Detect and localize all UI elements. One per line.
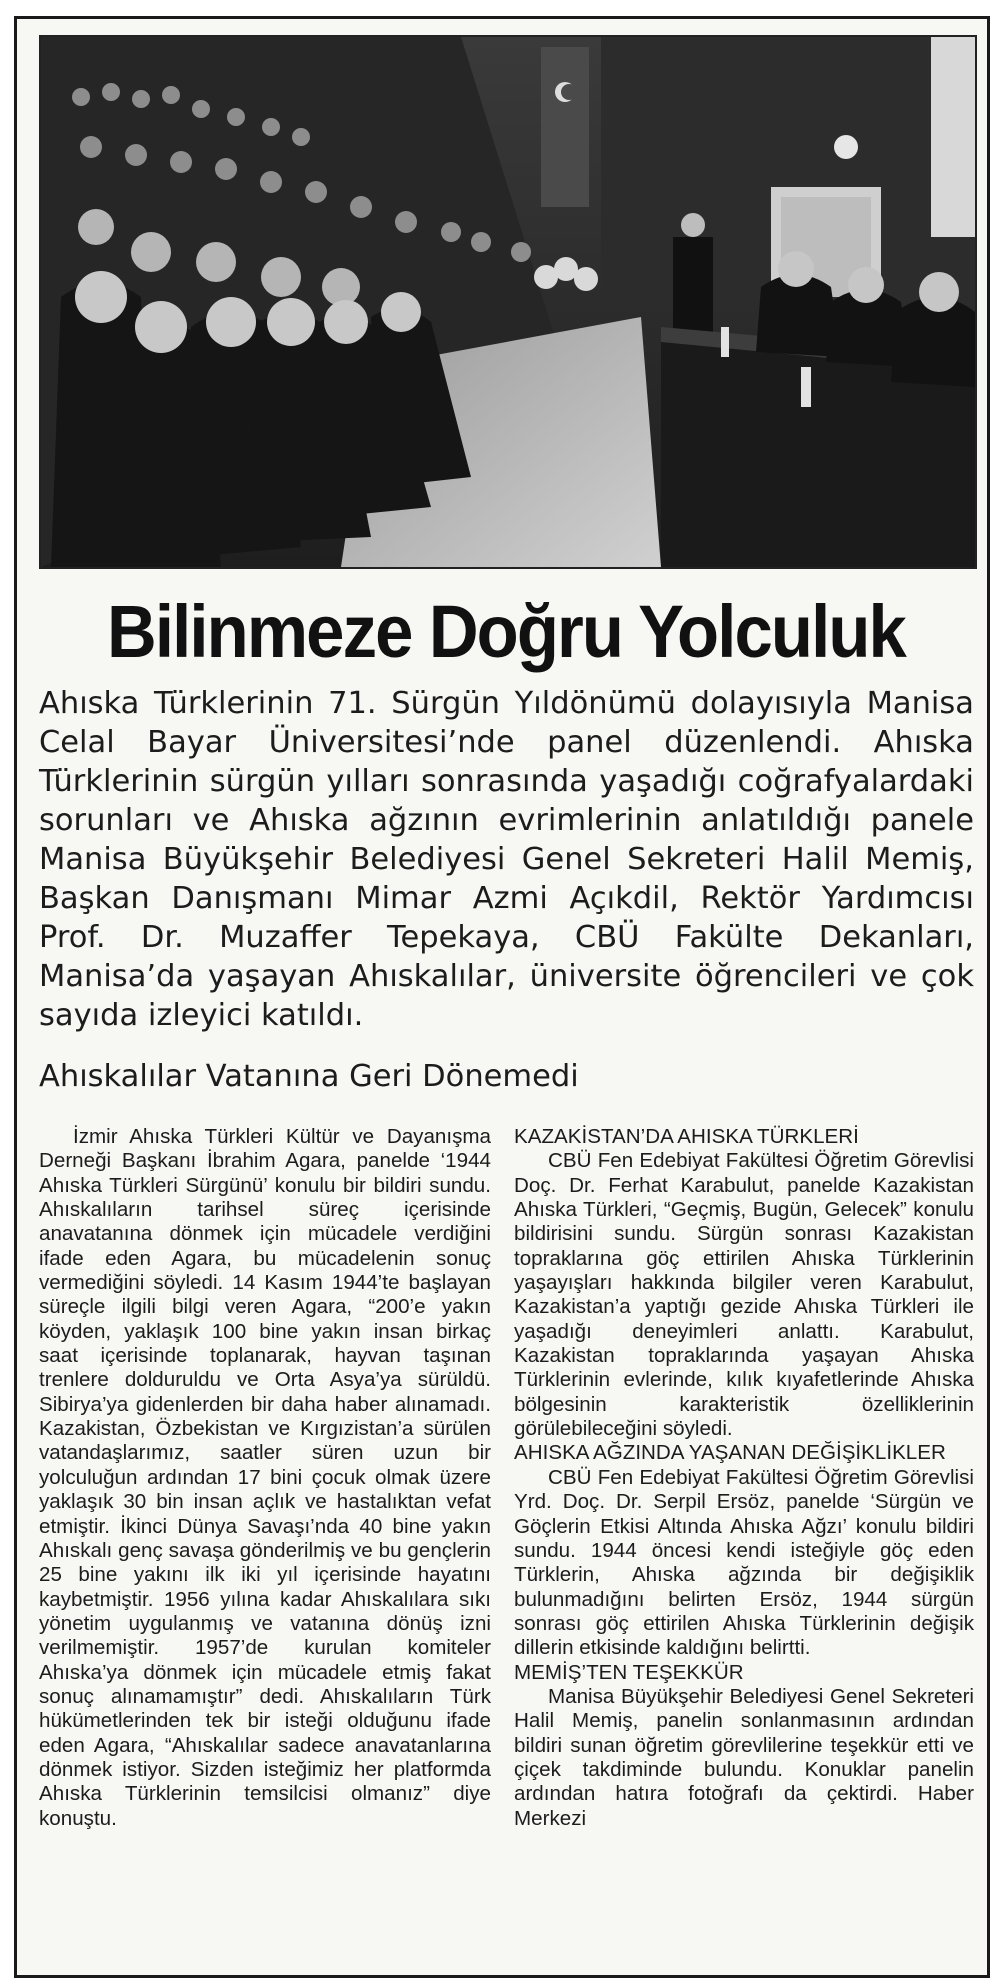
lede-text: Ahıska Türklerinin 71. Sürgün Yıldönümü dolayısıyla Manisa Celal Bayar Üniversitesi’nde panel düzenlendi. Ahıska Türklerinin sürgün yılları sonrasında yaşadığı coğrafyalardaki sorunları ve Ahıska ağzının evrimlerinin anlatıldığı panele Manisa Büyükşehir Belediyesi Genel Sekreteri Halil Memiş, Başkan Danışmanı Mimar Azmi Açıkdil, Rektör Yardımcısı Prof. Dr. Muzaffer Tepekaya, CBÜ Fakülte Dekanları, Manisa’da yaşayan Ahıskalılar, üniversite öğrencileri ve çok sayıda izleyici katıldı. [39,686,974,1033]
right-column [514,1125,974,1831]
lede-paragraph [39,684,974,1035]
left-column-text: İzmir Ahıska Türkleri Kültür ve Dayanışma Derneği Başkanı İbrahim Agara, panelde ‘1944 Ahıska Türkleri Sürgünü’ konulu bir bildiri sundu. Ahıskalıların tarihsel süreç içerisinde anavatanına dönmek için mücadele verdiğini ifade eden Agara, bu mücadelenin sonuç vermediğini söyledi. 14 Kasım 1944’te başlayan süreçle ilgili bilgi veren Agara, “200’e yakın köyden, yaklaşık 100 bine yakın insan birkaç saat içerisinde toplanarak, hayvan taşınan trenlere dolduruldu ve Orta Asya’ya sürüldü. Sibirya’ya gidenlerden bir daha haber alınamadı. Kazakistan, Özbekistan ve Kırgızistan’a sürülen vatandaşlarımız, saatler süren uzun bir yolculuğun ardından 17 bini çocuk olmak üzere yaklaşık 30 bin insan açlık ve hastalıktan vefat etmiştir. İkinci Dünya Savaşı’nda 40 bine yakın Ahıskalı genç savaşa gönderilmiş ve bu gençlerin 25 bine yakını ilk iki yıl içerisinde hayatını kaybetmiştir. 1956 yılına kadar Ahıskalılara sıkı yönetim uygulanmış ve vatanına dönüş izni verilmemiştir. 1957’de kurulan komiteler Ahıska’ya dönmek için mücadele etmiş fakat sonuç alınamamıştır” dedi. Ahıskalıların Türk hükümetlerinden tek bir isteği olduğunu ifade eden Agara, “Ahıskalılar sadece anavatanlarına dönmek istiyor. Sizden isteğimiz her platformda Ahıska Türklerinin temsilcisi olmanız” diye konuştu. [39,1125,491,1830]
left-column [39,1125,491,1831]
subheading: Ahıskalılar Vatanına Geri Dönemedi [39,1059,579,1094]
section-heading-ahiska-agzi: AHISKA AĞZINDA YAŞANAN DEĞİŞİKLİKLER [514,1441,946,1465]
section-body-kazakistan: CBÜ Fen Edebiyat Fakültesi Öğretim Görevlisi Doç. Dr. Ferhat Karabulut, panelde Kazakistan Ahıska Türkleri, “Geçmiş, Bugün, Gelecek” konulu bildirisini sundu. Sürgün sonrası Kazakistan topraklarına göç ettirilen Ahıska Türklerinin yaşayışları hakkında bilgiler veren Karabulut, Kazakistan’a yaptığı gezide Ahıska Türkleri ile yaşadığı deneyimleri anlattı. Karabulut, Kazakistan topraklarında yaşayan Ahıska Türklerinin evlerinde, kılık kıyafetlerinde Ahıska bölgesinin karakteristik özelliklerinin görülebileceğini söyledi. [514,1149,974,1441]
article-photo [39,35,977,569]
section-heading-kazakistan: KAZAKİSTAN’DA AHISKA TÜRKLERİ [514,1125,859,1148]
section-heading-memis: MEMİŞ’TEN TEŞEKKÜR [514,1660,744,1684]
newspaper-clipping [14,16,990,1978]
headline: Bilinmeze Doğru Yolculuk [107,590,905,673]
section-body-ahiska-agzi: CBÜ Fen Edebiyat Fakültesi Öğretim Görevlisi Yrd. Doç. Dr. Serpil Ersöz, panelde ‘Sürgün ve Göçlerin Etkisi Altında Ahıska Ağzı’ konulu bildiri sundu. 1944 öncesi kendi isteğiyle göç eden Türklerin, Ahıska ağzında bir değişiklik bulunmadığını belirten Ersöz, 1944 sürgün sonrası göç ettirilen Ahıska Türklerinin değişik dillerin etkisinde kaldığını belirtti. [514,1465,974,1660]
section-body-memis: Manisa Büyükşehir Belediyesi Genel Sekreteri Halil Memiş, panelin sonlanmasının ardından bildiri sunan öğretim görevlilerine teşekkür etti ve çiçek takdiminde bulundu. Konuklar panelin ardından hatıra fotoğrafı da çektirdi. Haber Merkezi [514,1684,974,1830]
panel-audience-photo [41,37,975,567]
